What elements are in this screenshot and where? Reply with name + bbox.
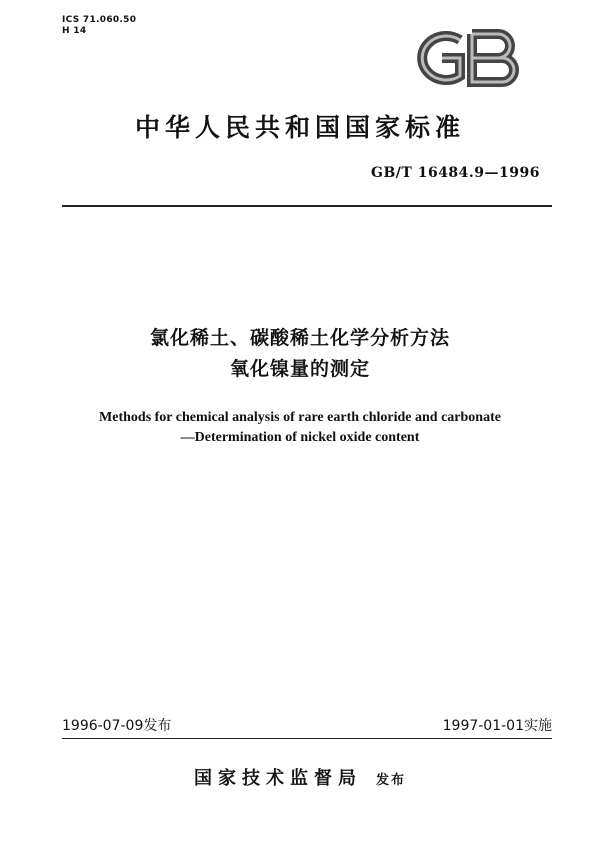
issue-date: 1996-07-09发布: [62, 718, 172, 734]
ics-code: ICS 71.060.50: [62, 15, 137, 25]
issuer-action: 发布: [375, 773, 406, 788]
bottom-divider: [62, 738, 552, 739]
issuer: [0, 764, 600, 790]
document-title-en-line2: —Determination of nickel oxide content: [180, 430, 420, 445]
document-title-cn-line1: 氯化稀土、碳酸稀土化学分析方法: [149, 327, 450, 349]
gb-logo: [408, 28, 526, 88]
classification-codes: [62, 15, 136, 37]
class-code: H 14: [62, 26, 87, 36]
issuer-organization: 国家技术监督局: [193, 768, 362, 789]
implementation-date: 1997-01-01实施: [442, 718, 552, 734]
document-title-en-line1: Methods for chemical analysis of rare earth chloride and carbonate: [99, 410, 501, 425]
standard-number: GB/T 16484.9—1996: [371, 165, 540, 181]
standard-title: 中华人民共和国国家标准: [134, 113, 465, 142]
document-title-cn-line2: 氧化镍量的测定: [229, 358, 370, 380]
top-divider: [62, 205, 552, 207]
